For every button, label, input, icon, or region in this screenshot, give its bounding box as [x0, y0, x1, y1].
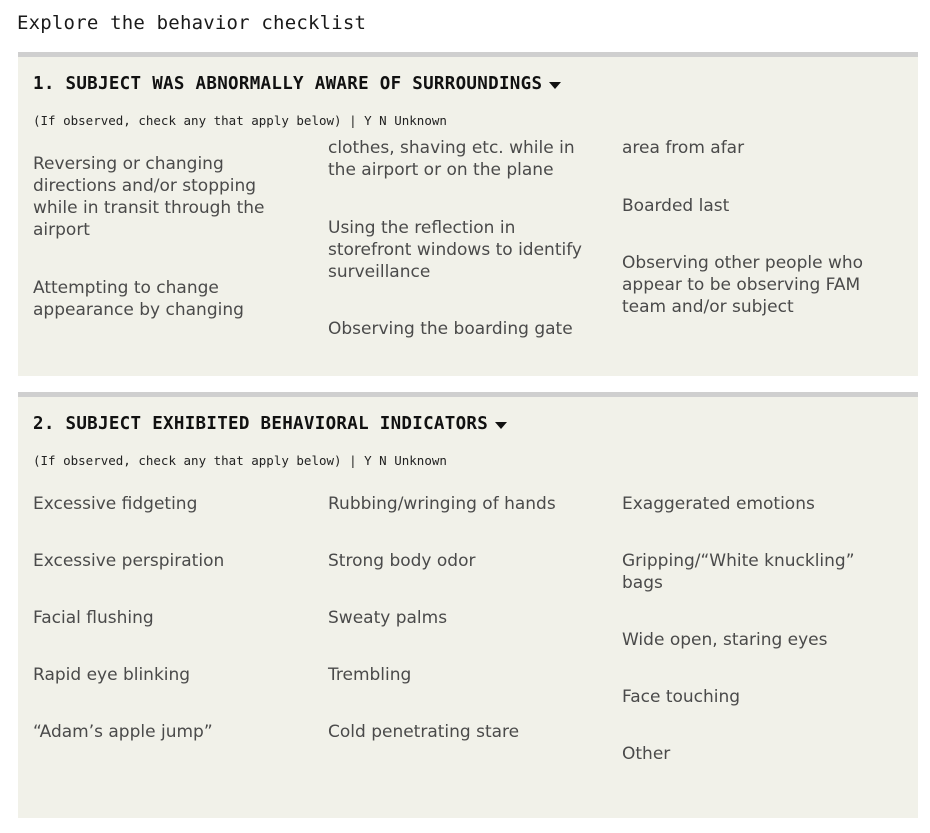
section-instructions: (If observed, check any that apply below) | Y N Unknown — [33, 113, 447, 128]
checklist-item-eye-blinking[interactable]: Rapid eye blinking — [33, 665, 191, 685]
page-heading: Explore the behavior checklist — [17, 12, 367, 34]
checklist-item-fidgeting[interactable]: Excessive fidgeting — [33, 494, 198, 514]
checklist-item-body-odor[interactable]: Strong body odor — [328, 551, 476, 571]
section-title: 1. SUBJECT WAS ABNORMALLY AWARE OF SURROUNDINGS — [33, 74, 543, 94]
checklist-item-rubbing-hands[interactable]: Rubbing/wringing of hands — [328, 494, 556, 514]
checklist-item-staring-eyes[interactable]: Wide open, staring eyes — [622, 630, 828, 650]
checklist-item-sweaty-palms[interactable]: Sweaty palms — [328, 608, 448, 628]
checklist-item-perspiration[interactable]: Excessive perspiration — [33, 551, 225, 571]
caret-down-icon — [495, 422, 507, 429]
section-title: 2. SUBJECT EXHIBITED BEHAVIORAL INDICATORS — [33, 414, 489, 434]
section-instructions: (If observed, check any that apply below) | Y N Unknown — [33, 453, 447, 468]
checklist-item-boarded-last[interactable]: Boarded last — [622, 196, 730, 216]
checklist-item-exaggerated-emotions[interactable]: Exaggerated emotions — [622, 494, 815, 514]
checklist-item-change-appearance[interactable]: Attempting to change appearance by changing — [33, 278, 244, 320]
section-toggle-abnormally-aware[interactable] — [33, 74, 561, 94]
checklist-item-storefront-reflection[interactable]: Using the reflection in storefront windows to identify surveillance — [328, 218, 582, 282]
caret-down-icon — [549, 82, 561, 89]
checklist-item-observing-others[interactable]: Observing other people who appear to be observing FAM team and/or subject — [622, 253, 864, 317]
checklist-item-gripping-bags[interactable]: Gripping/“White knuckling” bags — [622, 551, 855, 593]
checklist-item-observing-gate[interactable]: Observing the boarding gate — [328, 319, 573, 339]
section-toggle-behavioral-indicators[interactable] — [33, 414, 507, 434]
checklist-item-change-appearance-continued[interactable]: clothes, shaving etc. while in the airport or on the plane — [328, 138, 575, 180]
checklist-item-cold-stare[interactable]: Cold penetrating stare — [328, 722, 520, 742]
checklist-item-face-touching[interactable]: Face touching — [622, 687, 741, 707]
checklist-item-other[interactable]: Other — [622, 744, 671, 764]
checklist-item-observing-gate-continued[interactable]: area from afar — [622, 138, 745, 158]
section-behavioral-indicators — [18, 392, 918, 818]
checklist-item-trembling[interactable]: Trembling — [328, 665, 412, 685]
section-abnormally-aware — [18, 52, 918, 376]
checklist-item-facial-flushing[interactable]: Facial flushing — [33, 608, 154, 628]
checklist-item-reversing-directions[interactable]: Reversing or changing directions and/or stopping while in transit through the airport — [33, 154, 265, 240]
checklist-item-adams-apple[interactable]: “Adam’s apple jump” — [33, 722, 213, 742]
